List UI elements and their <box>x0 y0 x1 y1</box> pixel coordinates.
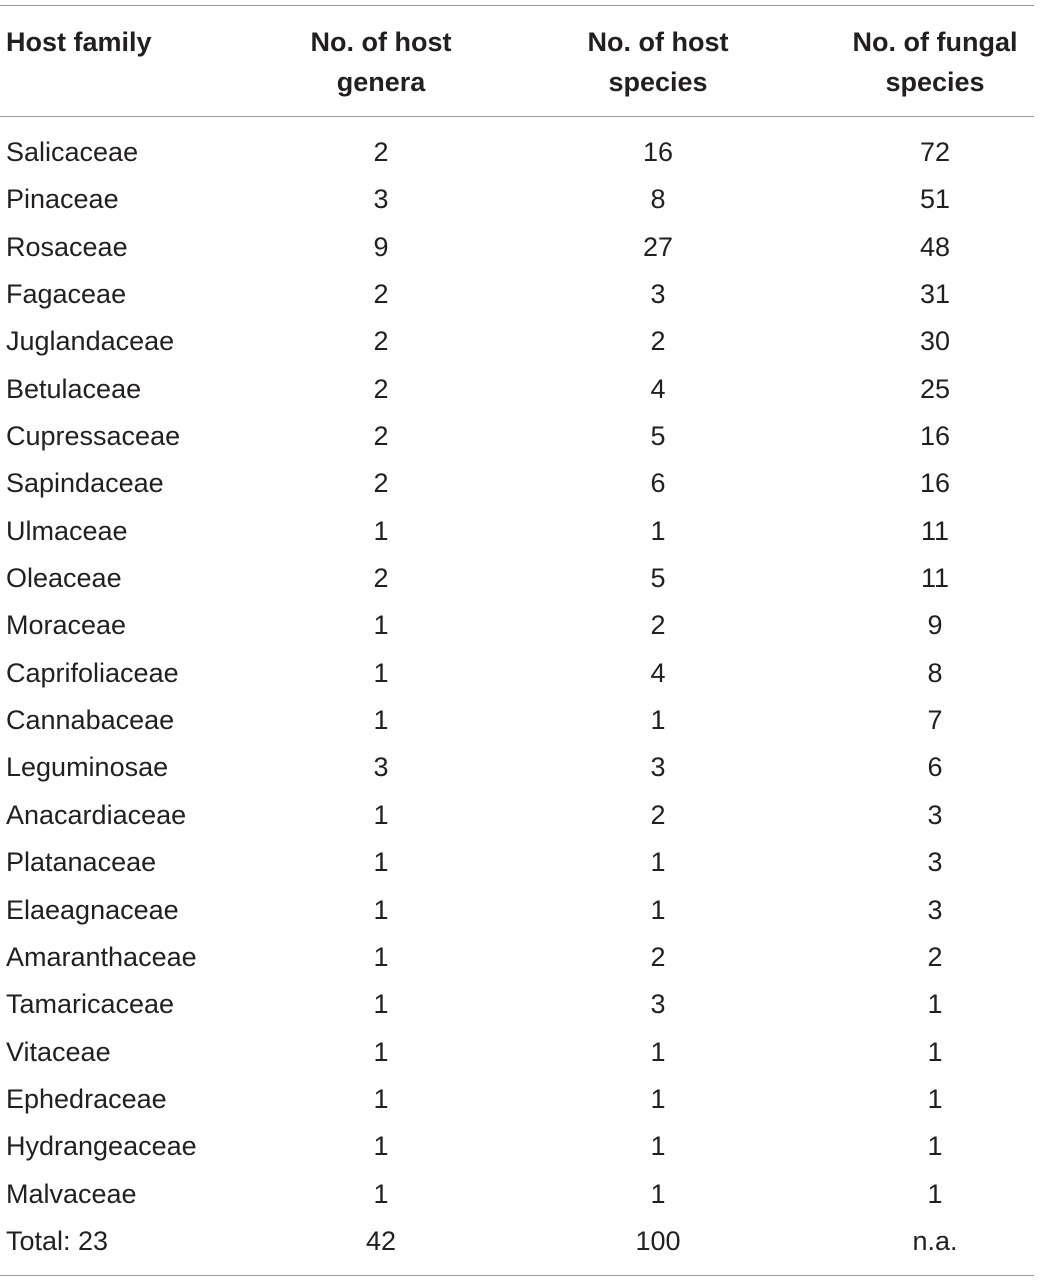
host-species-cell: 27 <box>642 231 674 262</box>
host-species-cell: 2 <box>650 941 666 972</box>
table-row <box>0 508 1040 555</box>
host-species-cell: 8 <box>650 184 666 215</box>
host-species-cell: 2 <box>650 799 666 830</box>
fungal-species-cell: 6 <box>927 752 943 783</box>
host-family-cell: Malvaceae <box>6 1178 137 1209</box>
host-species-cell: 1 <box>650 847 666 878</box>
header-line: No. of host <box>310 27 452 57</box>
host-species-cell: 2 <box>650 610 666 641</box>
fungal-species-cell: 1 <box>927 1083 943 1114</box>
fungal-species-cell: 31 <box>919 279 951 310</box>
host-species-cell: 6 <box>650 468 666 499</box>
host-genera-cell: 2 <box>373 279 389 310</box>
host-genera-cell: 1 <box>373 1131 389 1162</box>
table-row <box>0 224 1040 271</box>
fungal-species-cell: 3 <box>927 894 943 925</box>
table-row <box>0 460 1040 507</box>
fungal-species-cell: 8 <box>927 657 943 688</box>
header-line: No. of host <box>587 27 729 57</box>
host-genera-cell: 2 <box>373 373 389 404</box>
host-species-cell: 4 <box>650 373 666 404</box>
fungal-species-cell: n.a. <box>912 1225 958 1256</box>
host-genera-cell: 2 <box>373 137 389 167</box>
table-row <box>0 1171 1040 1218</box>
fungal-species-cell: 30 <box>919 326 951 357</box>
host-family-cell: Total: 23 <box>6 1225 109 1256</box>
header-line: species <box>885 67 985 97</box>
host-genera-cell: 42 <box>365 1225 397 1256</box>
host-species-cell: 4 <box>650 657 666 688</box>
host-family-cell: Cannabaceae <box>6 705 175 736</box>
table-row <box>0 981 1040 1028</box>
host-genera-cell: 1 <box>373 705 389 736</box>
table-row <box>0 650 1040 697</box>
table-bottom-rule <box>0 1275 1034 1276</box>
host-genera-cell: 2 <box>373 563 389 594</box>
host-genera-cell: 9 <box>373 231 389 262</box>
table-row <box>0 413 1040 460</box>
header-line: species <box>608 67 708 97</box>
host-species-cell: 16 <box>642 137 674 167</box>
table-row <box>0 792 1040 839</box>
table-row <box>0 1029 1040 1076</box>
fungal-species-cell: 51 <box>919 184 951 215</box>
fungal-species-cell: 7 <box>927 705 943 736</box>
host-family-cell: Caprifoliaceae <box>6 657 179 688</box>
table-row <box>0 176 1040 223</box>
table-body <box>0 129 1040 1265</box>
host-genera-cell: 3 <box>373 752 389 783</box>
host-genera-cell: 2 <box>373 421 389 452</box>
host-species-cell: 2 <box>650 326 666 357</box>
host-family-cell: Elaeagnaceae <box>6 894 179 925</box>
host-species-cell: 1 <box>650 515 666 546</box>
host-family-cell: Tamaricaceae <box>6 989 175 1020</box>
table-top-rule <box>0 5 1034 6</box>
host-family-cell: Pinaceae <box>6 184 119 215</box>
fungal-species-cell: 2 <box>927 941 943 972</box>
host-genera-cell: 1 <box>373 657 389 688</box>
host-family-cell: Platanaceae <box>6 847 157 878</box>
table-row <box>0 1123 1040 1170</box>
header-line: Host family <box>6 27 152 57</box>
fungal-species-cell: 48 <box>919 231 951 262</box>
host-family-cell: Fagaceae <box>6 279 127 310</box>
fungal-species-cell: 1 <box>927 1036 943 1067</box>
host-family-cell: Anacardiaceae <box>6 799 187 830</box>
host-genera-cell: 1 <box>373 989 389 1020</box>
host-family-cell: Cupressaceae <box>6 421 181 452</box>
table-row <box>0 1076 1040 1123</box>
host-species-cell: 1 <box>650 1178 666 1209</box>
host-species-cell: 3 <box>650 989 666 1020</box>
header-divider-rule <box>0 116 1034 117</box>
host-genera-cell: 1 <box>373 894 389 925</box>
fungal-species-cell: 3 <box>927 847 943 878</box>
host-family-cell: Ulmaceae <box>6 515 128 546</box>
header-host-species <box>528 22 788 102</box>
fungal-species-cell: 11 <box>920 563 950 594</box>
table-row <box>0 366 1040 413</box>
fungal-species-cell: 3 <box>927 799 943 830</box>
fungal-species-cell: 1 <box>927 989 943 1020</box>
host-species-cell: 100 <box>635 1225 681 1256</box>
host-genera-cell: 2 <box>373 326 389 357</box>
host-genera-cell: 1 <box>373 515 389 546</box>
host-species-cell: 1 <box>650 1131 666 1162</box>
host-species-cell: 3 <box>650 279 666 310</box>
host-species-cell: 5 <box>650 563 666 594</box>
host-family-cell: Oleaceae <box>6 563 122 594</box>
host-species-cell: 1 <box>650 1036 666 1067</box>
host-genera-cell: 1 <box>373 1083 389 1114</box>
host-species-cell: 5 <box>650 421 666 452</box>
table-row <box>0 887 1040 934</box>
header-host-genera <box>251 22 511 102</box>
host-family-cell: Vitaceae <box>6 1036 111 1067</box>
table-row <box>0 129 1040 176</box>
host-genera-cell: 1 <box>373 799 389 830</box>
host-family-cell: Salicaceae <box>6 137 139 167</box>
host-species-cell: 3 <box>650 752 666 783</box>
fungal-species-cell: 16 <box>919 421 951 452</box>
host-family-cell: Sapindaceae <box>6 468 164 499</box>
table-row <box>0 839 1040 886</box>
host-species-cell: 1 <box>650 894 666 925</box>
fungal-species-cell: 16 <box>919 468 951 499</box>
host-family-cell: Juglandaceae <box>6 326 175 357</box>
host-family-cell: Amaranthaceae <box>6 941 197 972</box>
fungal-species-cell: 1 <box>927 1178 943 1209</box>
table-row <box>0 555 1040 602</box>
header-line: genera <box>336 67 426 97</box>
host-family-cell: Rosaceae <box>6 231 128 262</box>
host-genera-cell: 1 <box>373 1036 389 1067</box>
table-row <box>0 602 1040 649</box>
table-row <box>0 697 1040 744</box>
fungal-species-cell: 1 <box>927 1131 943 1162</box>
fungal-species-cell: 9 <box>927 610 943 641</box>
host-genera-cell: 2 <box>373 468 389 499</box>
fungal-species-cell: 11 <box>920 515 950 546</box>
fungal-species-cell: 25 <box>919 373 951 404</box>
host-species-cell: 1 <box>650 1083 666 1114</box>
table-row <box>0 271 1040 318</box>
host-genera-cell: 1 <box>373 1178 389 1209</box>
header-host-family <box>6 22 152 62</box>
host-family-cell: Hydrangeaceae <box>6 1131 197 1162</box>
table-row <box>0 318 1040 365</box>
total-row <box>0 1218 1040 1265</box>
host-genera-cell: 3 <box>373 184 389 215</box>
fungal-species-cell: 72 <box>919 137 951 167</box>
host-family-cell: Betulaceae <box>6 373 142 404</box>
host-genera-cell: 1 <box>373 941 389 972</box>
table-row <box>0 744 1040 791</box>
host-family-cell: Ephedraceae <box>6 1083 167 1114</box>
host-family-cell: Moraceae <box>6 610 127 641</box>
host-genera-cell: 1 <box>373 610 389 641</box>
host-family-cell: Leguminosae <box>6 752 169 783</box>
header-fungal-species <box>805 22 1040 102</box>
host-genera-cell: 1 <box>373 847 389 878</box>
header-line: No. of fungal <box>852 27 1018 57</box>
host-species-cell: 1 <box>650 705 666 736</box>
table-row <box>0 934 1040 981</box>
